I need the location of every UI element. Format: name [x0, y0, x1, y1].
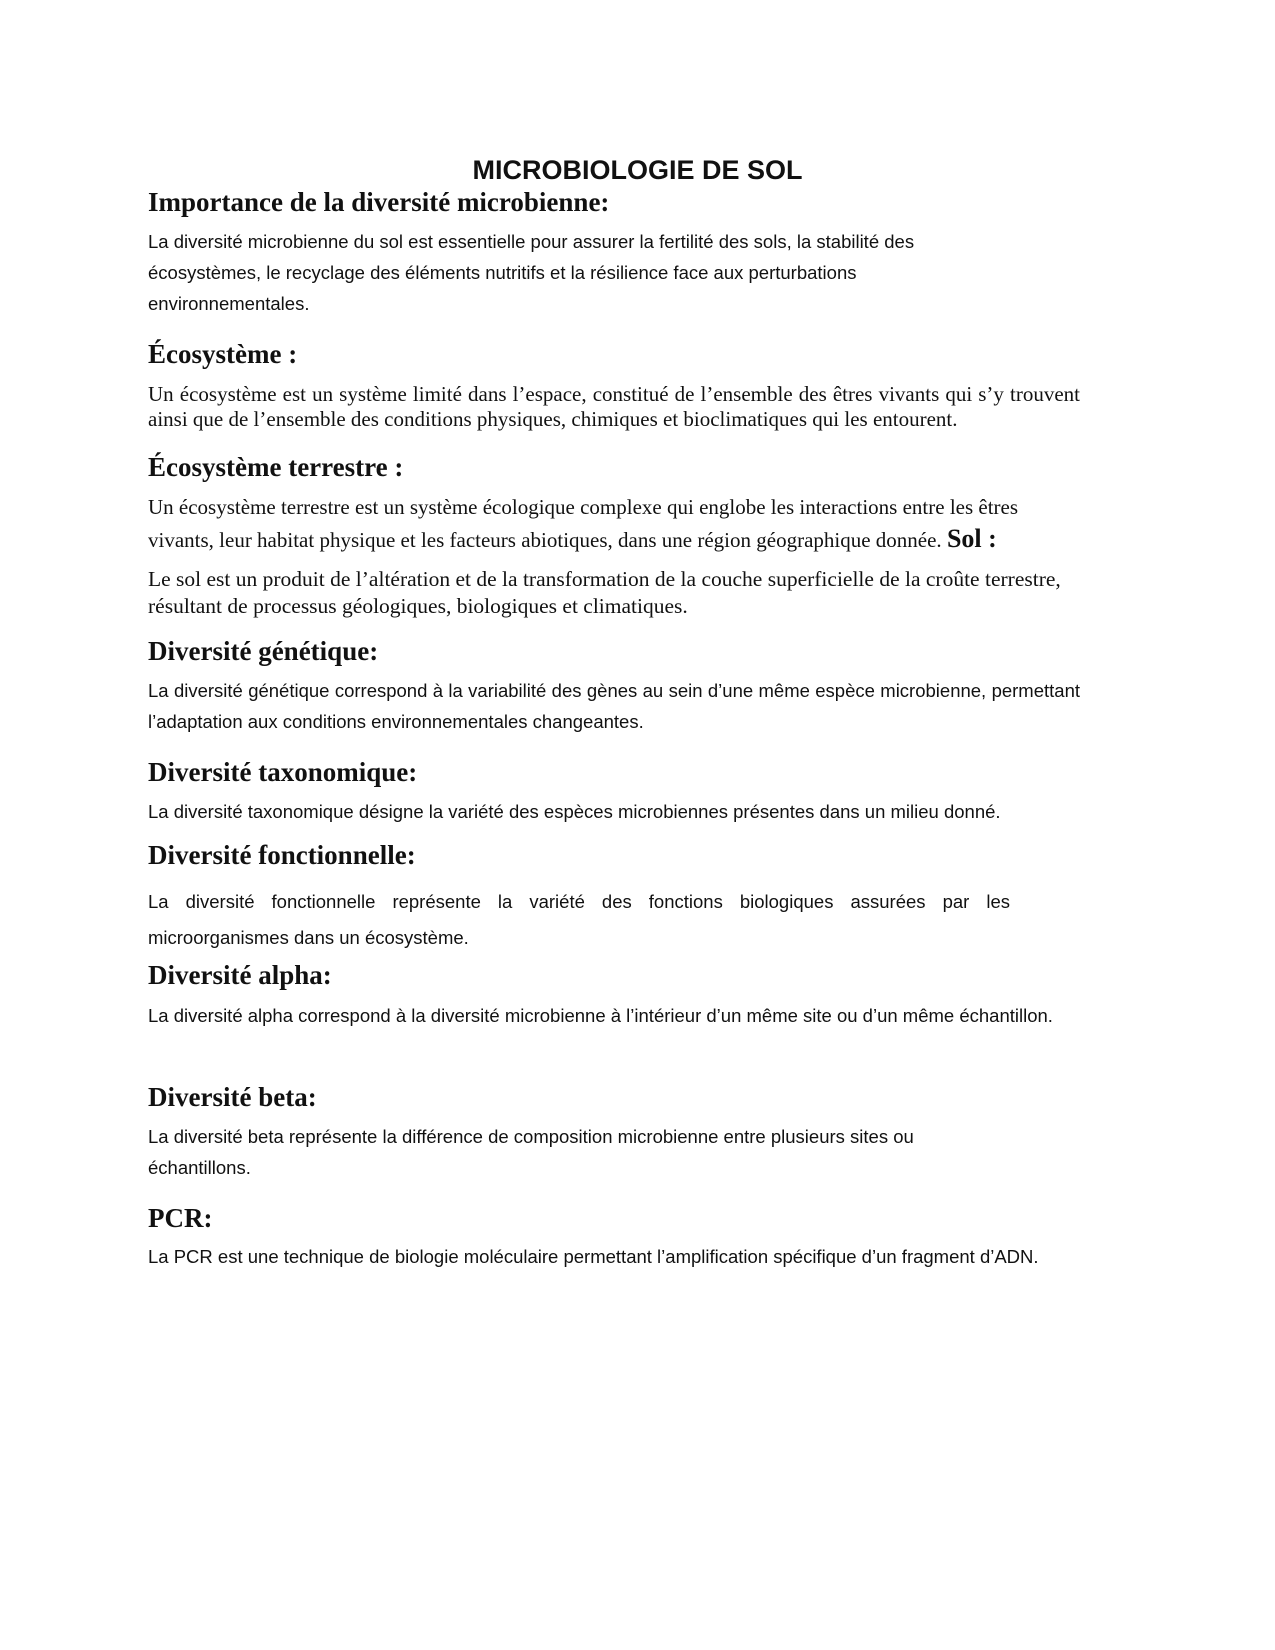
- heading-pcr: PCR:: [148, 1203, 213, 1233]
- paragraph-pcr: La PCR est une technique de biologie moléculaire permettant l’amplification spécifique d’un fragment d’ADN.: [148, 1246, 1039, 1267]
- page-title: MICROBIOLOGIE DE SOL: [472, 155, 803, 185]
- heading-importance: Importance de la diversité microbienne:: [148, 187, 610, 217]
- heading-ecosysteme-terrestre: Écosystème terrestre :: [148, 452, 404, 482]
- heading-diversite-beta: Diversité beta:: [148, 1082, 317, 1112]
- heading-sol: Sol :: [946, 524, 997, 553]
- paragraph-ecosysteme-terrestre-text: Un écosystème terrestre est un système écologique complexe qui englobe les interactions entre les êtres vivants, leur habitat physique et les facteurs abiotiques, dans une région géographique donnée.: [148, 495, 1019, 552]
- heading-diversite-genetique: Diversité génétique:: [148, 636, 379, 666]
- heading-diversite-alpha: Diversité alpha:: [148, 960, 332, 990]
- heading-diversite-fonctionnelle: Diversité fonctionnelle:: [148, 840, 416, 870]
- paragraph-diversite-fonctionnelle: La diversité fonctionnelle représente la variété des fonctions biologiques assurées par les microorganismes dans un écosystème.: [148, 891, 1010, 948]
- paragraph-diversite-taxonomique: La diversité taxonomique désigne la variété des espèces microbiennes présentes dans un milieu donné.: [148, 801, 1001, 822]
- paragraph-ecosysteme-terrestre: [148, 492, 1080, 556]
- paragraph-sol: Le sol est un produit de l’altération et de la transformation de la couche superficielle de la croûte terrestre, résultant de processus géologiques, biologiques et climatiques.: [148, 567, 1061, 618]
- heading-ecosysteme: Écosystème :: [148, 339, 298, 369]
- paragraph-ecosysteme: Un écosystème est un système limité dans l’espace, constitué de l’ensemble des êtres vivants qui s’y trouvent ainsi que de l’ensemble des conditions physiques, chimiques et bioclimatiques qui les entourent.: [148, 382, 1080, 431]
- paragraph-diversite-beta: La diversité beta représente la différence de composition microbienne entre plusieurs sites ou échantillons.: [148, 1126, 914, 1178]
- heading-diversite-taxonomique: Diversité taxonomique:: [148, 757, 418, 787]
- paragraph-importance: La diversité microbienne du sol est essentielle pour assurer la fertilité des sols, la stabilité des écosystèmes, le recyclage des éléments nutritifs et la résilience face aux perturbations environnementales.: [148, 231, 915, 314]
- paragraph-diversite-alpha: La diversité alpha correspond à la diversité microbienne à l’intérieur d’un même site ou d’un même échantillon.: [148, 1005, 1053, 1026]
- paragraph-diversite-genetique: La diversité génétique correspond à la variabilité des gènes au sein d’une même espèce microbienne, permettant l’adaptation aux conditions environnementales changeantes.: [148, 680, 1080, 732]
